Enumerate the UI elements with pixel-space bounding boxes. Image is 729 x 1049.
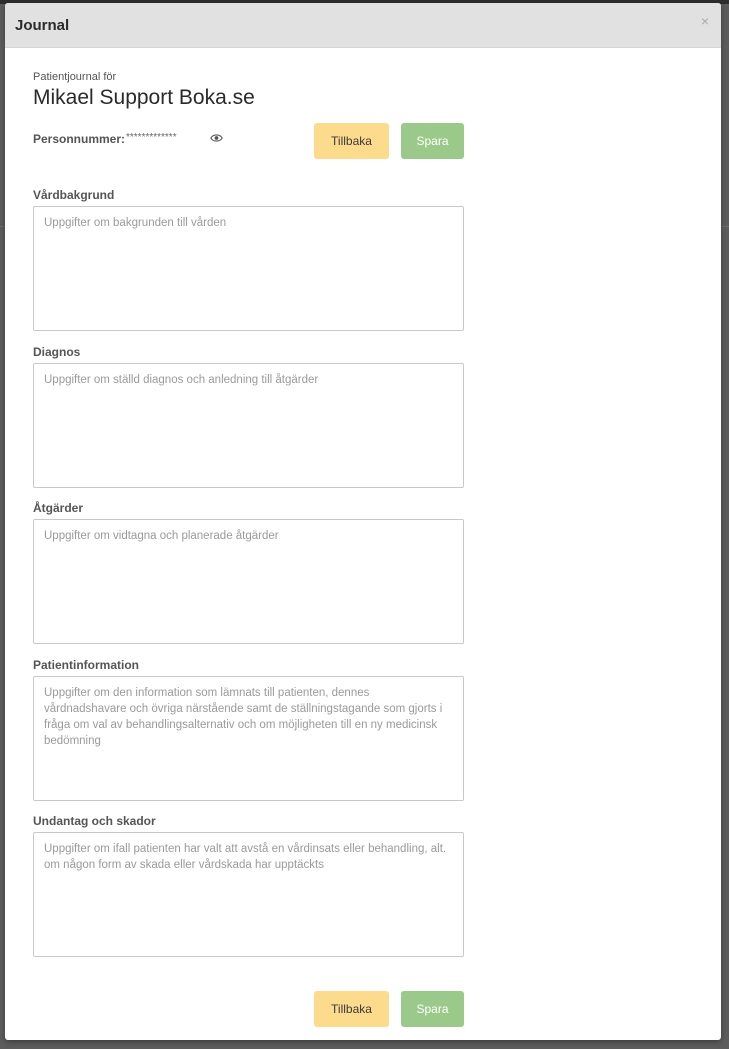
patient-name: Mikael Support Boka.se [33,86,255,109]
save-button-bottom[interactable]: Spara [401,991,464,1027]
diagnos-textarea[interactable] [33,363,464,488]
field-label-diagnos: Diagnos [33,345,81,359]
field-label-vardbakgrund: Vårdbakgrund [33,188,115,202]
eye-icon[interactable] [210,133,223,143]
journal-modal [5,3,721,1040]
back-button-bottom[interactable]: Tillbaka [314,991,389,1027]
modal-header [5,3,721,48]
personnummer-value: ************* [126,132,177,143]
vardbakgrund-textarea[interactable] [33,206,464,331]
journal-subtitle: Patientjournal för [33,71,117,83]
patientinformation-textarea[interactable] [33,676,464,801]
back-button-top[interactable]: Tillbaka [314,123,389,159]
field-label-atgarder: Åtgärder [33,501,84,515]
field-label-undantag: Undantag och skador [33,814,156,828]
atgarder-textarea[interactable] [33,519,464,644]
modal-title: Journal [15,17,70,34]
undantag-textarea[interactable] [33,832,464,957]
close-icon[interactable]: × [700,13,709,29]
field-label-patientinformation: Patientinformation [33,658,140,672]
save-button-top[interactable]: Spara [401,123,464,159]
personnummer-label: Personnummer: [33,132,126,146]
